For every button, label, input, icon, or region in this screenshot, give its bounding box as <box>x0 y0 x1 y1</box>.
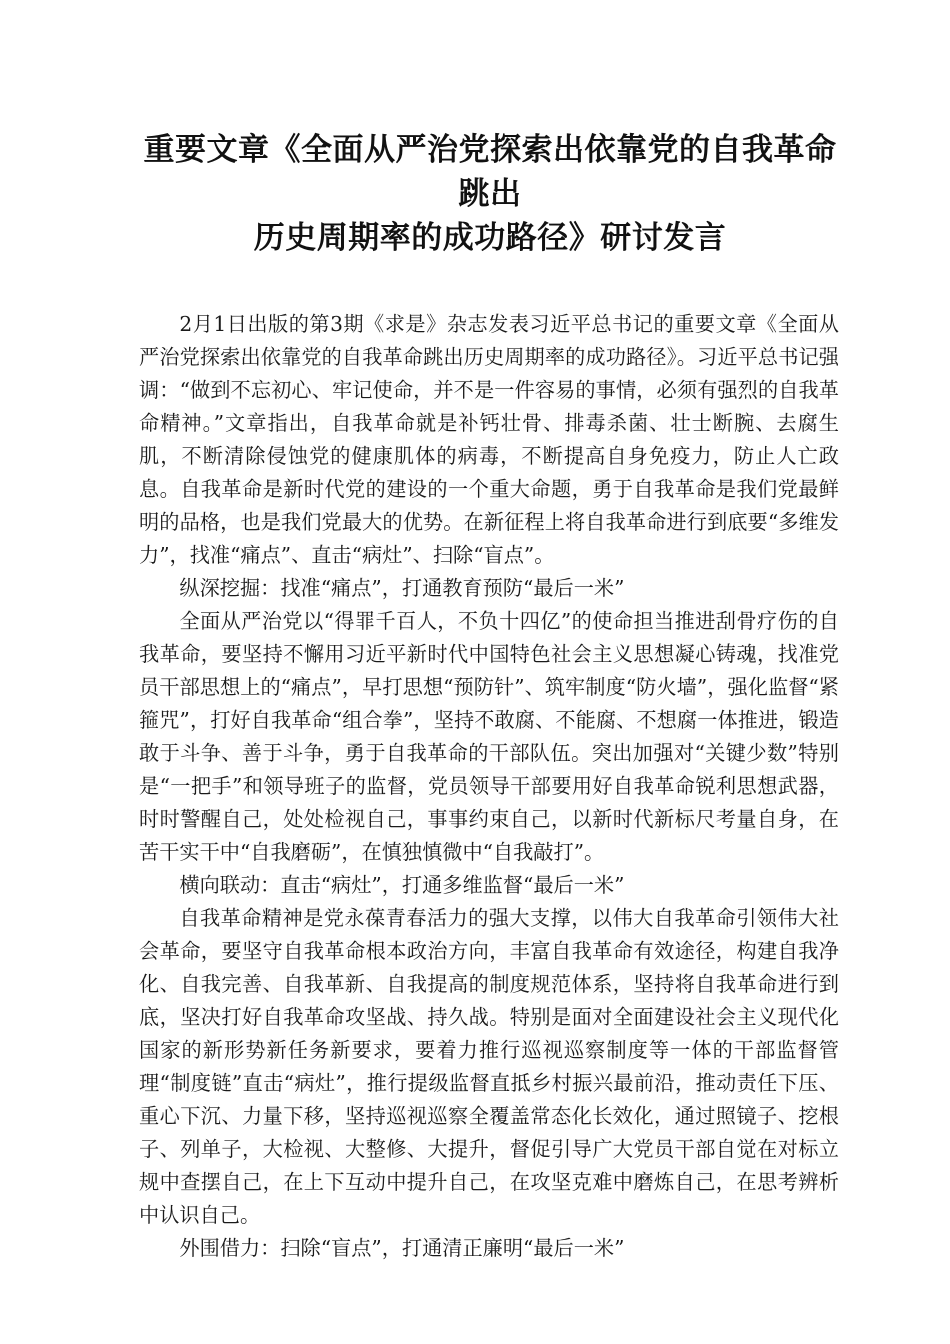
document-body <box>139 308 839 1265</box>
section-heading-3: 外围借力：扫除“盲点”，打通清正廉明“最后一米” <box>179 1236 625 1260</box>
section-heading-1: 纵深挖掘：找准“痛点”，打通教育预防“最后一米” <box>179 576 625 600</box>
document-title-line-2: 历史周期率的成功路径》研讨发言 <box>253 220 727 256</box>
section-heading-2: 横向联动：直击“病灶”，打通多维监督“最后一米” <box>179 873 625 897</box>
document-page <box>139 0 839 1265</box>
paragraph-intro: 2月1日出版的第3期《求是》杂志发表习近平总书记的重要文章《全面从严治党探索出依靠党的自我革命跳出历史周期率的成功路径》。习近平总书记强调：“做到不忘初心、牢记使命，并不是一件容易的事情，必须有强烈的自我革命精神。”文章指出，自我革命就是补钙壮骨、排毒杀菌、壮士断腕、去腐生肌，不断清除侵蚀党的健康肌体的病毒，不断提高自身免疫力，防止人亡政息。自我革命是新时代党的建设的一个重大命题，勇于自我革命是我们党最鲜明的品格，也是我们党最大的优势。在新征程上将自我革命进行到底要“多维发力”，找准“痛点”、直击“病灶”、扫除“盲点”。 <box>139 312 839 567</box>
paragraph-section-2: 自我革命精神是党永葆青春活力的强大支撑，以伟大自我革命引领伟大社会革命，要坚守自我革命根本政治方向，丰富自我革命有效途径，构建自我净化、自我完善、自我革新、自我提高的制度规范体系，坚持将自我革命进行到底，坚决打好自我革命攻坚战、持久战。特别是面对全面建设社会主义现代化国家的新形势新任务新要求，要着力推行巡视巡察制度等一体的干部监督管理“制度链”直击“病灶”，推行提级监督直抵乡村振兴最前沿，推动责任下压、重心下沉、力量下移，坚持巡视巡察全覆盖常态化长效化，通过照镜子、挖根子、列单子，大检视、大整修、大提升，督促引导广大党员干部自觉在对标立规中查摆自己，在上下互动中提升自己，在攻坚克难中磨炼自己，在思考辨析中认识自己。 <box>139 906 839 1227</box>
document-title <box>135 128 845 260</box>
document-title-line-1: 重要文章《全面从严治党探索出依靠党的自我革命跳出 <box>143 132 837 212</box>
paragraph-section-1: 全面从严治党以“得罪千百人，不负十四亿”的使命担当推进刮骨疗伤的自我革命，要坚持不懈用习近平新时代中国特色社会主义思想凝心铸魂，找准党员干部思想上的“痛点”，早打思想“预防针”、筑牢制度“防火墙”，强化监督“紧箍咒”，打好自我革命“组合拳”，坚持不敢腐、不能腐、不想腐一体推进，锻造敢于斗争、善于斗争，勇于自我革命的干部队伍。突出加强对“关键少数”特别是“一把手”和领导班子的监督，党员领导干部要用好自我革命锐利思想武器，时时警醒自己，处处检视自己，事事约束自己，以新时代新标尺考量自身，在苦干实干中“自我磨砺”，在慎独慎微中“自我敲打”。 <box>139 609 839 864</box>
